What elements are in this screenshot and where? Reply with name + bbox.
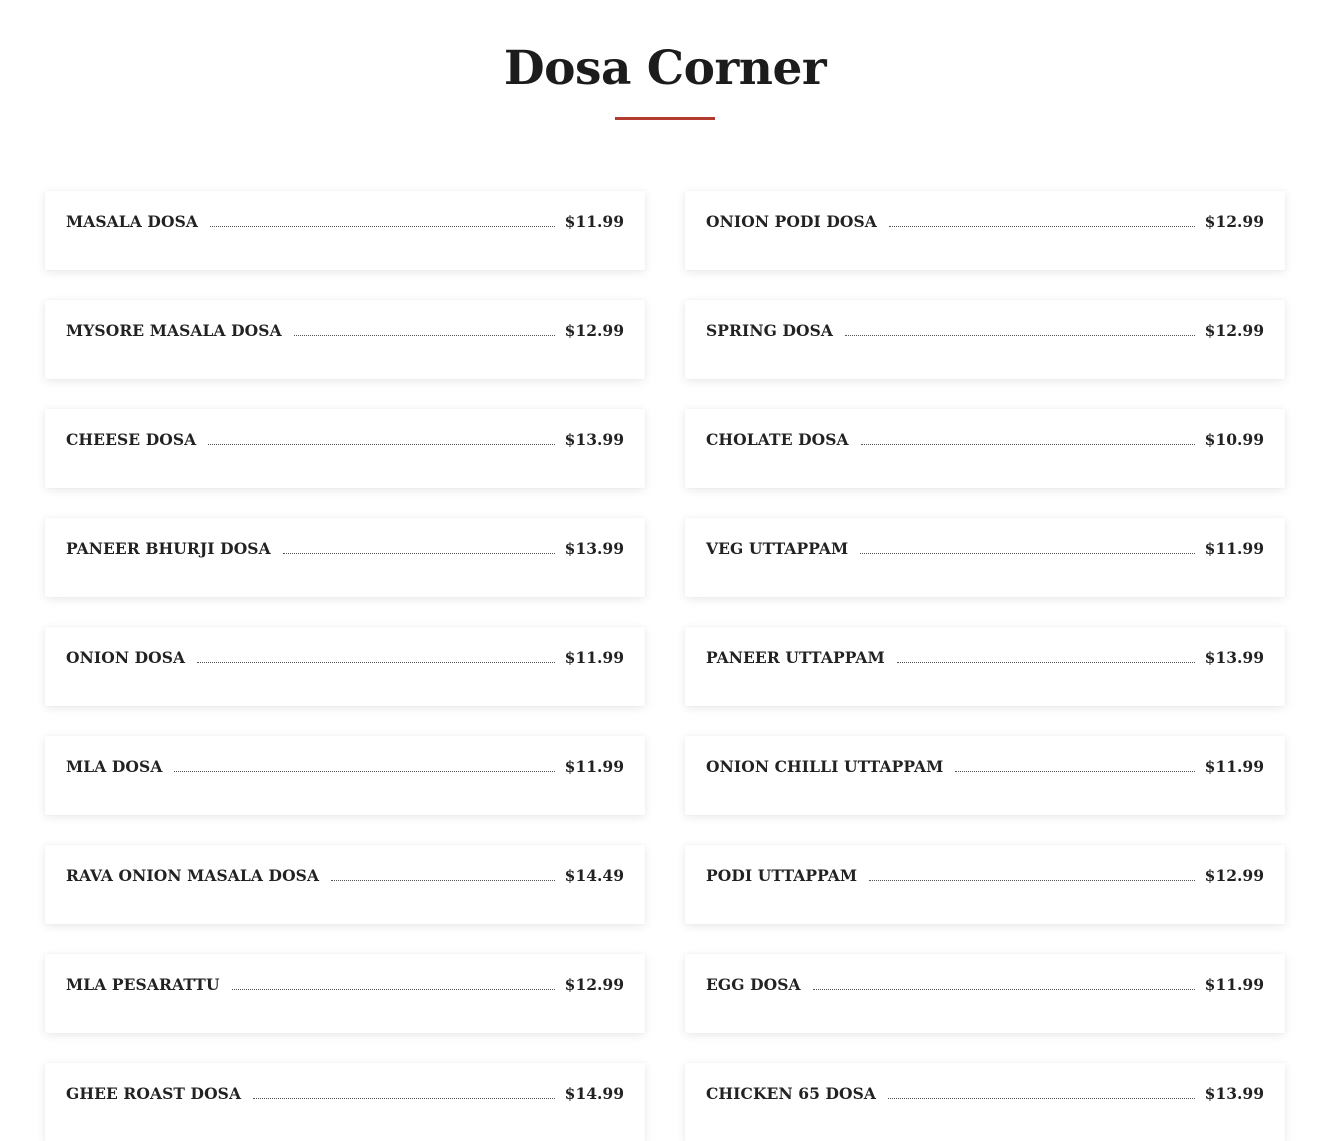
menu-item-price: $13.99 [564, 539, 624, 558]
menu-item-row [66, 1063, 624, 1106]
menu-item-name: SPRING DOSA [706, 321, 834, 340]
menu-item-card [685, 845, 1285, 924]
menu-item-price: $13.99 [564, 430, 624, 449]
menu-item-price: $13.99 [1204, 648, 1264, 667]
dotted-leader [331, 880, 555, 881]
menu-item-price: $11.99 [1204, 975, 1264, 994]
menu-item-row [66, 409, 624, 452]
menu-item-name: ONION CHILLI UTTAPPAM [706, 757, 944, 776]
menu-item-price: $10.99 [1204, 430, 1264, 449]
menu-item-card [45, 954, 645, 1033]
menu-item-card [685, 736, 1285, 815]
menu-item-price: $12.99 [564, 975, 624, 994]
dotted-leader [208, 444, 554, 445]
dotted-leader [955, 771, 1194, 772]
menu-item-price: $14.99 [564, 1084, 624, 1103]
dotted-leader [860, 553, 1194, 554]
dotted-leader [210, 226, 555, 227]
menu-item-price: $12.99 [1204, 321, 1264, 340]
menu-item-price: $13.99 [1204, 1084, 1264, 1103]
menu-items-grid [45, 191, 1285, 1141]
menu-item-card [685, 518, 1285, 597]
title-underline [615, 117, 715, 120]
menu-item-name: RAVA ONION MASALA DOSA [66, 866, 320, 885]
menu-item-price: $12.99 [564, 321, 624, 340]
menu-item-price: $12.99 [1204, 212, 1264, 231]
dotted-leader [845, 335, 1195, 336]
menu-item-card [45, 736, 645, 815]
menu-item-row [66, 736, 624, 779]
menu-item-card [45, 1063, 645, 1141]
dotted-leader [174, 771, 554, 772]
menu-item-name: MYSORE MASALA DOSA [66, 321, 282, 340]
menu-item-name: PANEER UTTAPPAM [706, 648, 885, 667]
menu-item-name: CHEESE DOSA [66, 430, 197, 449]
menu-item-card [45, 627, 645, 706]
page-title: Dosa Corner [503, 41, 827, 96]
menu-item-row [66, 518, 624, 561]
menu-item-row [66, 627, 624, 670]
menu-item-card [685, 191, 1285, 270]
menu-item-row [706, 191, 1264, 234]
menu-item-price: $11.99 [1204, 757, 1264, 776]
dotted-leader [294, 335, 555, 336]
menu-item-row [706, 1063, 1264, 1106]
menu-item-card [45, 845, 645, 924]
menu-item-row [706, 736, 1264, 779]
menu-item-row [706, 409, 1264, 452]
menu-item-row [66, 954, 624, 997]
menu-item-name: MLA DOSA [66, 757, 163, 776]
dotted-leader [861, 444, 1195, 445]
menu-item-row [66, 300, 624, 343]
menu-item-name: CHICKEN 65 DOSA [706, 1084, 877, 1103]
dotted-leader [253, 1098, 555, 1099]
menu-item-name: GHEE ROAST DOSA [66, 1084, 242, 1103]
menu-item-card [45, 300, 645, 379]
dotted-leader [889, 226, 1195, 227]
menu-item-row [706, 518, 1264, 561]
menu-item-name: PODI UTTAPPAM [706, 866, 858, 885]
menu-item-name: VEG UTTAPPAM [706, 539, 849, 558]
menu-item-card [45, 191, 645, 270]
menu-item-price: $11.99 [564, 212, 624, 231]
menu-item-price: $14.49 [564, 866, 624, 885]
menu-item-card [685, 1063, 1285, 1141]
menu-item-card [685, 954, 1285, 1033]
menu-item-name: PANEER BHURJI DOSA [66, 539, 271, 558]
menu-item-card [45, 409, 645, 488]
menu-item-name: CHOLATE DOSA [706, 430, 849, 449]
menu-item-price: $11.99 [564, 648, 624, 667]
menu-item-price: $11.99 [564, 757, 624, 776]
menu-item-row [706, 954, 1264, 997]
dotted-leader [897, 662, 1195, 663]
dotted-leader [283, 553, 555, 554]
menu-item-name: ONION DOSA [66, 648, 186, 667]
menu-item-row [66, 845, 624, 888]
dotted-leader [232, 989, 555, 990]
menu-item-row [706, 300, 1264, 343]
menu-item-card [45, 518, 645, 597]
menu-item-name: MLA PESARATTU [66, 975, 220, 994]
menu-item-card [685, 627, 1285, 706]
dotted-leader [888, 1098, 1195, 1099]
menu-item-card [685, 409, 1285, 488]
menu-item-name: ONION PODI DOSA [706, 212, 877, 231]
menu-item-name: EGG DOSA [706, 975, 801, 994]
dotted-leader [197, 662, 555, 663]
menu-item-row [706, 627, 1264, 670]
dotted-leader [869, 880, 1195, 881]
dotted-leader [813, 989, 1195, 990]
menu-item-row [706, 845, 1264, 888]
menu-item-price: $12.99 [1204, 866, 1264, 885]
menu-item-card [685, 300, 1285, 379]
menu-item-name: MASALA DOSA [66, 212, 198, 231]
menu-item-price: $11.99 [1204, 539, 1264, 558]
menu-item-row [66, 191, 624, 234]
